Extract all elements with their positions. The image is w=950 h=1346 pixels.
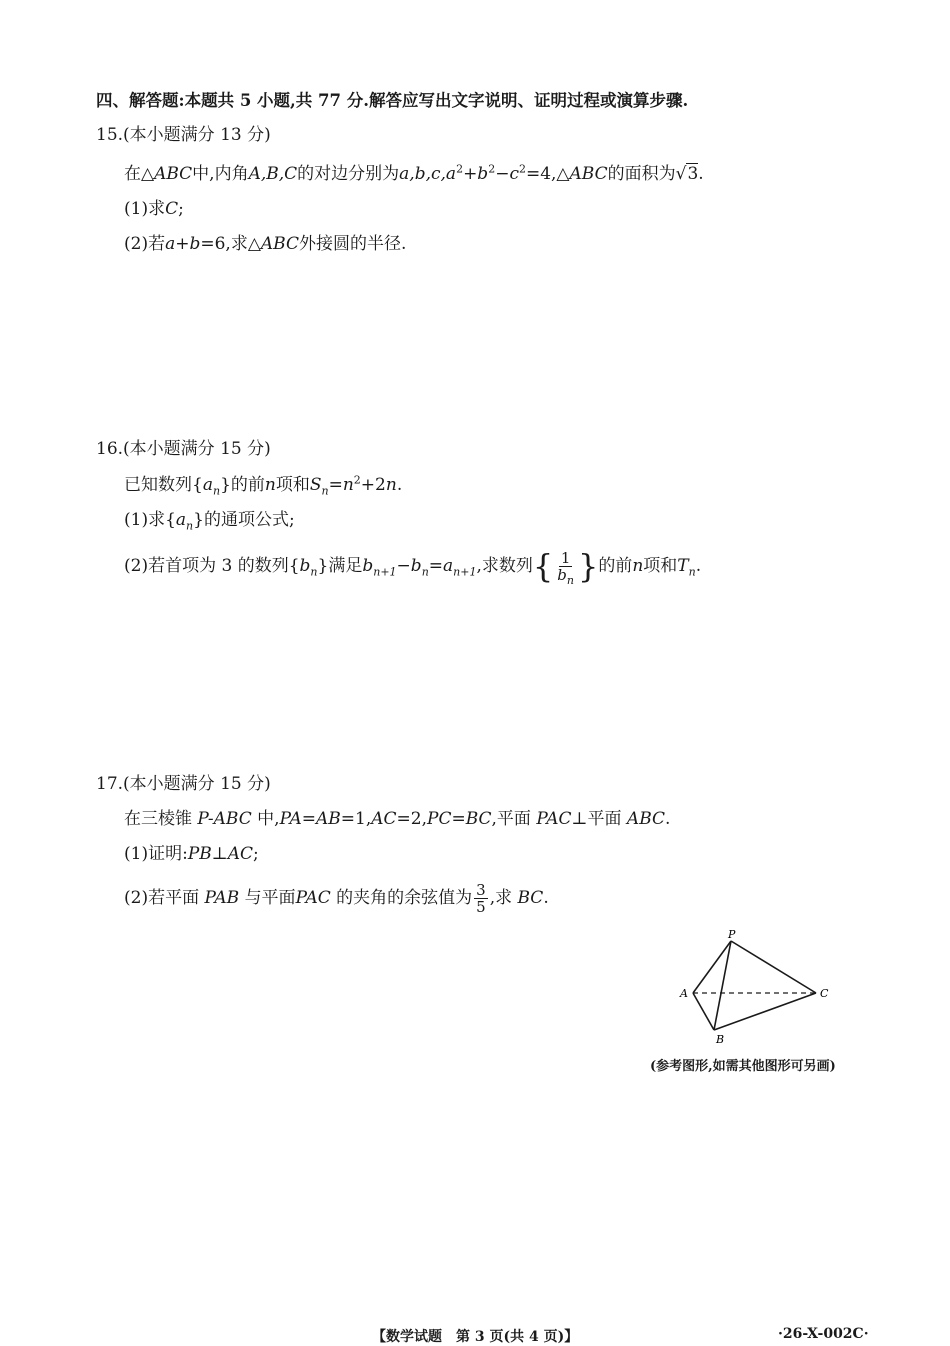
edge-AB <box>693 993 714 1030</box>
tetrahedron-figure <box>670 926 840 1046</box>
q15-stem: 在△ABC中,内角A,B,C的对边分别为$a,b,c,a^2+b^2-c^2=4,\triangle ABC$的面积为√3. <box>124 162 704 184</box>
q17-part1: (1)证明:PB⊥AC; <box>124 844 259 864</box>
label-A: A <box>680 987 688 1000</box>
footer-page-number: 【数学试题 第 3 页(共 4 页)】 <box>372 1329 579 1345</box>
edge-PB <box>714 941 731 1030</box>
q17-header: 17.(本小题满分 15 分) <box>96 774 271 794</box>
q15-part2: (2)若a+b=6,求△ABC外接圆的半径. <box>124 234 407 254</box>
label-B: B <box>716 1033 725 1046</box>
footer-code: ·26-X-002C· <box>778 1326 869 1342</box>
q17-part2: (2)若平面 PAB 与平面PAC 的夹角的余弦值为 $\frac{3}{5}$ ,求 BC. <box>124 881 549 916</box>
q16-stem: 已知数列$\{a_n\}$的前n项和$S_n=n^2+2n$. <box>124 473 403 498</box>
q15-header: 15.(本小题满分 13 分) <box>96 125 271 145</box>
edge-PC <box>731 941 816 993</box>
q17-stem: 在三棱锥 P-ABC 中,PA=AB=1,AC=2,PC=BC,平面 PAC⊥平面 ABC. <box>124 809 671 829</box>
figure-caption: (参考图形,如需其他图形可另画) <box>650 1059 836 1074</box>
q16-header: 16.(本小题满分 15 分) <box>96 439 271 459</box>
q15-part1: (1)求C; <box>124 199 184 219</box>
q16-part2: (2)若首项为 3 的数列$\{b_n\}$满足$b_{n+1}-b_n=a_{n+1}$,求数列{ $\frac{1}{b_n}$ }的前n项和$T_n$. <box>124 547 702 587</box>
edge-BC <box>714 993 816 1030</box>
label-P: P <box>728 928 736 941</box>
label-C: C <box>820 987 829 1000</box>
section-title: 四、解答题:本题共 5 小题,共 77 分.解答应写出文字说明、证明过程或演算步骤. <box>96 91 689 110</box>
q16-part1: (1)求$\{a_n\}$的通项公式; <box>124 510 295 533</box>
